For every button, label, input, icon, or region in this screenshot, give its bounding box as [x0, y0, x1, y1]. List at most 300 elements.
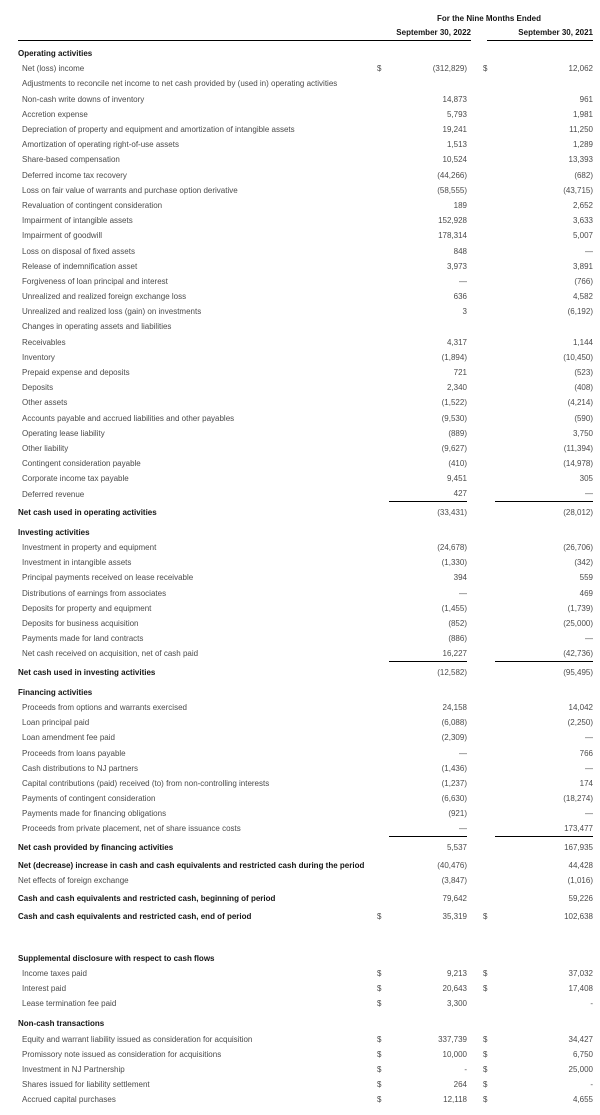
dollar-sign-2022 — [377, 505, 389, 520]
dollar-sign-2021 — [483, 715, 495, 730]
table-row — [0, 183, 600, 198]
value-2021: - — [590, 1080, 593, 1090]
row-label: Promissory note issued as consideration for acquisitions — [22, 1049, 222, 1059]
table-row — [0, 365, 600, 380]
dollar-sign-2021 — [483, 685, 495, 700]
row-label: Investment in property and equipment — [22, 543, 157, 553]
dollar-sign-2021 — [483, 616, 495, 631]
value-2021: 34,427 — [568, 1034, 593, 1044]
dollar-sign-2021: $ — [483, 1049, 488, 1059]
dollar-sign-2022 — [377, 555, 389, 570]
table-row — [0, 122, 600, 137]
spacer — [467, 776, 483, 791]
row-label: Net (decrease) increase in cash and cash equivalents and restricted cash during the period — [18, 860, 365, 870]
dollar-sign-2022: $ — [377, 999, 382, 1009]
row-label: Deferred income tax recovery — [22, 170, 127, 180]
value-2021: (2,250) — [567, 718, 593, 728]
table-row — [0, 76, 600, 91]
spacer — [467, 791, 483, 806]
row-label: Accretion expense — [22, 109, 88, 119]
value-2022: 35,319 — [442, 912, 467, 922]
dollar-sign-2022 — [377, 380, 389, 395]
table-row — [0, 601, 600, 616]
row-label: Payments made for financing obligations — [22, 809, 167, 819]
row-label: Net effects of foreign exchange — [18, 876, 129, 886]
value-2021: 167,935 — [564, 842, 593, 852]
table-row — [0, 198, 600, 213]
value-2021: 305 — [579, 474, 593, 484]
value-2022: (44,266) — [437, 170, 467, 180]
value-2022: 178,314 — [438, 231, 467, 241]
dollar-sign-2021 — [483, 776, 495, 791]
row-label: Changes in operating assets and liabilities — [22, 322, 172, 332]
value-2022: 19,241 — [442, 125, 467, 135]
row-label: Deposits — [22, 383, 54, 393]
spacer — [467, 426, 483, 441]
table-row — [0, 441, 600, 456]
value-2022: (921) — [448, 809, 467, 819]
row-label: Proceeds from private placement, net of share issuance costs — [22, 824, 241, 834]
dollar-sign-2021 — [483, 426, 495, 441]
table-row — [0, 616, 600, 631]
row-label: Adjustments to reconcile net income to net cash provided by (used in) operating activities — [22, 79, 338, 89]
spacer — [467, 411, 483, 426]
value-2021: 37,032 — [568, 968, 593, 978]
value-2021: 766 — [579, 748, 593, 758]
table-row — [0, 152, 600, 167]
row-label: Loss on fair value of warrants and purchase option derivative — [22, 185, 238, 195]
value-2022: 10,524 — [442, 155, 467, 165]
table-row — [0, 873, 600, 888]
dollar-sign-2021 — [483, 289, 495, 304]
spacer — [467, 289, 483, 304]
table-row — [0, 46, 600, 61]
table-row — [0, 730, 600, 745]
spacer — [467, 1092, 483, 1107]
spacer — [467, 1016, 483, 1031]
value-2022: - — [464, 1064, 467, 1074]
spacer — [467, 715, 483, 730]
value-2022: 394 — [453, 573, 467, 583]
value-2022: 4,317 — [446, 337, 467, 347]
dollar-sign-2022 — [377, 570, 389, 585]
value-2022: (33,431) — [437, 507, 467, 517]
spacer — [467, 319, 483, 334]
spacer — [467, 228, 483, 243]
dollar-sign-2021 — [483, 951, 495, 966]
statement-header — [0, 0, 600, 41]
value-2022: 848 — [453, 246, 467, 256]
spacer — [467, 107, 483, 122]
dollar-sign-2022 — [377, 426, 389, 441]
dollar-sign-2021 — [483, 525, 495, 540]
row-label: Proceeds from options and warrants exercised — [22, 702, 187, 712]
value-2021: (4,214) — [567, 398, 593, 408]
spacer — [467, 631, 483, 646]
dollar-sign-2022 — [377, 586, 389, 601]
dollar-sign-2021 — [483, 304, 495, 319]
dollar-sign-2021 — [483, 198, 495, 213]
spacer — [471, 40, 487, 41]
dollar-sign-2021 — [483, 540, 495, 555]
row-label: Impairment of intangible assets — [22, 216, 133, 226]
dollar-sign-2021 — [483, 411, 495, 426]
value-2022: (1,894) — [441, 352, 467, 362]
value-2022: 10,000 — [442, 1049, 467, 1059]
dollar-sign-2022: $ — [377, 1049, 382, 1059]
value-2021: (523) — [574, 368, 593, 378]
value-2022: (410) — [448, 459, 467, 469]
value-2022: 721 — [453, 368, 467, 378]
dollar-sign-2022 — [377, 646, 389, 661]
dollar-sign-2021 — [483, 646, 495, 661]
table-row — [0, 1047, 600, 1062]
dollar-sign-2022 — [377, 616, 389, 631]
value-2022: (312,829) — [432, 64, 467, 74]
value-2021: 59,226 — [568, 894, 593, 904]
table-row — [0, 319, 600, 334]
spacer — [467, 1047, 483, 1062]
value-2022: 79,642 — [442, 894, 467, 904]
row-label: Net cash used in operating activities — [18, 507, 157, 517]
row-label: Interest paid — [22, 983, 67, 993]
row-label: Net cash used in investing activities — [18, 667, 156, 677]
table-row — [0, 909, 600, 924]
table-row — [0, 213, 600, 228]
table-row — [0, 646, 600, 661]
value-2022: 20,643 — [442, 983, 467, 993]
table-row — [0, 1092, 600, 1107]
spacer — [467, 685, 483, 700]
value-2022 — [389, 319, 467, 334]
value-2022: 1,513 — [446, 140, 467, 150]
row-label: Investment in intangible assets — [22, 558, 132, 568]
table-row — [0, 471, 600, 486]
dollar-sign-2021: $ — [483, 1095, 488, 1105]
value-2022 — [389, 525, 467, 540]
row-label: Non-cash write downs of inventory — [22, 94, 145, 104]
dollar-sign-2021 — [483, 745, 495, 760]
spacer — [467, 821, 483, 836]
value-2022: (2,309) — [441, 733, 467, 743]
dollar-sign-2022 — [377, 858, 389, 873]
value-2022: (1,237) — [441, 778, 467, 788]
dollar-sign-2022 — [377, 274, 389, 289]
value-2022: — — [459, 276, 467, 286]
dollar-sign-2021 — [483, 168, 495, 183]
dollar-sign-2021 — [483, 555, 495, 570]
dollar-sign-2021 — [483, 791, 495, 806]
table-row — [0, 168, 600, 183]
dollar-sign-2021: $ — [483, 912, 488, 922]
dollar-sign-2022 — [377, 319, 389, 334]
spacer — [467, 951, 483, 966]
dollar-sign-2022 — [377, 456, 389, 471]
dollar-sign-2022 — [377, 411, 389, 426]
value-2021: (25,000) — [563, 619, 593, 629]
value-2021: 173,477 — [495, 821, 593, 837]
spacer — [467, 806, 483, 821]
dollar-sign-2021 — [483, 858, 495, 873]
spacer — [467, 665, 483, 680]
table-row — [0, 1077, 600, 1092]
table-row — [0, 631, 600, 646]
value-2021: 12,062 — [568, 64, 593, 74]
dollar-sign-2021 — [483, 505, 495, 520]
value-2021: 6,750 — [572, 1049, 593, 1059]
dollar-sign-2022 — [377, 1016, 389, 1031]
row-label: Cash and cash equivalents and restricted cash, beginning of period — [18, 894, 276, 904]
value-2022: 5,537 — [446, 842, 467, 852]
spacer — [467, 745, 483, 760]
row-label: Accrued capital purchases — [22, 1095, 116, 1105]
value-2022: (9,627) — [441, 443, 467, 453]
value-2022: (3,847) — [441, 876, 467, 886]
spacer — [467, 570, 483, 585]
value-2021: — — [495, 486, 593, 502]
value-2021: 17,408 — [568, 983, 593, 993]
value-2021: (1,016) — [567, 876, 593, 886]
row-label: Non-cash transactions — [18, 1019, 105, 1029]
dollar-sign-2022: $ — [377, 1095, 382, 1105]
value-2021: 1,144 — [572, 337, 593, 347]
dollar-sign-2021 — [483, 730, 495, 745]
value-2022: 636 — [453, 292, 467, 302]
table-row — [0, 821, 600, 836]
spacer — [467, 996, 483, 1011]
dollar-sign-2021 — [483, 365, 495, 380]
value-2021 — [495, 319, 593, 334]
row-label: Operating activities — [18, 49, 93, 59]
table-row — [0, 486, 600, 501]
row-label: Loan principal paid — [22, 718, 90, 728]
value-2022: (1,455) — [441, 603, 467, 613]
value-2021: 469 — [579, 588, 593, 598]
spacer — [467, 1077, 483, 1092]
dollar-sign-2021 — [483, 335, 495, 350]
row-label: Supplemental disclosure with respect to cash flows — [18, 953, 215, 963]
value-2022: — — [389, 821, 467, 837]
value-2022: 2,340 — [446, 383, 467, 393]
value-2021: — — [585, 634, 593, 644]
row-label: Income taxes paid — [22, 968, 87, 978]
spacer — [467, 486, 483, 501]
dollar-sign-2022 — [377, 776, 389, 791]
dollar-sign-2021 — [483, 631, 495, 646]
spacer — [471, 28, 487, 37]
value-2022: 5,793 — [446, 109, 467, 119]
table-row — [0, 304, 600, 319]
header-rule-right — [487, 40, 593, 41]
row-label: Forgiveness of loan principal and interest — [22, 276, 168, 286]
value-2022: 427 — [389, 486, 467, 502]
dollar-sign-2022 — [377, 198, 389, 213]
dollar-sign-2022 — [377, 107, 389, 122]
dollar-sign-2021 — [483, 137, 495, 152]
value-2022 — [389, 685, 467, 700]
table-row — [0, 745, 600, 760]
value-2021: 44,428 — [568, 860, 593, 870]
dollar-sign-2021 — [483, 873, 495, 888]
dollar-sign-2022 — [377, 685, 389, 700]
dollar-sign-2021 — [483, 471, 495, 486]
dollar-sign-2021: $ — [483, 1064, 488, 1074]
table-row — [0, 137, 600, 152]
row-label: Release of indemnification asset — [22, 261, 138, 271]
dollar-sign-2022 — [377, 122, 389, 137]
spacer — [467, 335, 483, 350]
row-label: Net cash received on acquisition, net of cash paid — [22, 649, 199, 659]
dollar-sign-2022 — [377, 540, 389, 555]
value-2021: (95,495) — [563, 667, 593, 677]
dollar-sign-2022 — [377, 791, 389, 806]
table-row — [0, 981, 600, 996]
value-2022 — [389, 76, 467, 91]
value-2021: (11,394) — [563, 443, 593, 453]
row-label: Receivables — [22, 337, 66, 347]
table-row — [0, 107, 600, 122]
row-label: Other liability — [22, 443, 69, 453]
table-row — [0, 685, 600, 700]
value-2021: — — [585, 246, 593, 256]
dollar-sign-2021: $ — [483, 1034, 488, 1044]
value-2021: (766) — [574, 276, 593, 286]
value-2021: (682) — [574, 170, 593, 180]
value-2022: — — [459, 748, 467, 758]
value-2021: 4,655 — [572, 1095, 593, 1105]
value-2022: (6,630) — [441, 794, 467, 804]
value-2021 — [495, 1016, 593, 1031]
value-2022: 3,973 — [446, 261, 467, 271]
row-label: Net cash provided by financing activities — [18, 842, 174, 852]
dollar-sign-2021 — [483, 152, 495, 167]
row-label: Revaluation of contingent consideration — [22, 200, 163, 210]
dollar-sign-2021 — [483, 92, 495, 107]
spacer — [467, 1062, 483, 1077]
value-2021 — [495, 951, 593, 966]
dollar-sign-2022 — [377, 228, 389, 243]
dollar-sign-2022 — [377, 806, 389, 821]
dollar-sign-2022 — [377, 168, 389, 183]
table-row — [0, 380, 600, 395]
dollar-sign-2022 — [377, 395, 389, 410]
value-2022: (886) — [448, 634, 467, 644]
header-rule — [0, 40, 600, 41]
spacer — [467, 761, 483, 776]
spacer — [467, 646, 483, 661]
value-2022: 152,928 — [438, 216, 467, 226]
value-2021: 2,652 — [572, 200, 593, 210]
value-2021: — — [585, 809, 593, 819]
dollar-sign-2021 — [483, 350, 495, 365]
dollar-sign-2022 — [377, 631, 389, 646]
spacer — [467, 61, 483, 76]
spacer — [467, 274, 483, 289]
dollar-sign-2022 — [377, 259, 389, 274]
spacer — [467, 243, 483, 258]
row-label: Capital contributions (paid) received (to) from non-controlling interests — [22, 778, 270, 788]
spacer — [467, 395, 483, 410]
row-label: Loss on disposal of fixed assets — [22, 246, 135, 256]
dollar-sign-2022 — [377, 821, 389, 836]
table-row — [0, 700, 600, 715]
row-label: Payments of contingent consideration — [22, 794, 156, 804]
spacer — [467, 137, 483, 152]
table-row — [0, 456, 600, 471]
value-2021: 14,042 — [568, 702, 593, 712]
dollar-sign-2022 — [377, 441, 389, 456]
value-2022: (1,436) — [441, 763, 467, 773]
value-2021: (28,012) — [563, 507, 593, 517]
table-row — [0, 228, 600, 243]
spacer — [467, 122, 483, 137]
value-2022: 12,118 — [443, 1095, 467, 1105]
spacer — [467, 380, 483, 395]
value-2022: (1,522) — [441, 398, 467, 408]
dollar-sign-2021 — [483, 183, 495, 198]
table-row — [0, 350, 600, 365]
spacer — [467, 616, 483, 631]
table-row — [0, 891, 600, 906]
spacer — [467, 441, 483, 456]
value-2021: (26,706) — [563, 543, 593, 553]
dollar-sign-2021 — [483, 456, 495, 471]
spacer — [467, 981, 483, 996]
value-2022: 189 — [453, 200, 467, 210]
row-label: Deferred revenue — [22, 489, 85, 499]
table-row — [0, 761, 600, 776]
dollar-sign-2022 — [377, 183, 389, 198]
value-2021: (43,715) — [563, 185, 593, 195]
value-2022: 264 — [453, 1080, 467, 1090]
dollar-sign-2021 — [483, 122, 495, 137]
value-2021: (6,192) — [567, 307, 593, 317]
value-2021 — [495, 685, 593, 700]
dollar-sign-2021 — [483, 761, 495, 776]
table-row — [0, 840, 600, 855]
spacer — [467, 601, 483, 616]
dollar-sign-2022 — [377, 525, 389, 540]
dollar-sign-2022 — [377, 213, 389, 228]
dollar-sign-2021 — [483, 996, 495, 1011]
row-label: Corporate income tax payable — [22, 474, 129, 484]
dollar-sign-2022 — [377, 92, 389, 107]
dollar-sign-2021 — [483, 821, 495, 836]
spacer — [467, 198, 483, 213]
value-2021 — [495, 525, 593, 540]
dollar-sign-2021 — [483, 107, 495, 122]
dollar-sign-2021 — [483, 601, 495, 616]
value-2021: 1,289 — [572, 140, 593, 150]
value-2022: 9,213 — [446, 968, 467, 978]
spacer — [467, 92, 483, 107]
dollar-sign-2021 — [483, 441, 495, 456]
table-row — [0, 555, 600, 570]
spacer — [467, 304, 483, 319]
spacer — [467, 555, 483, 570]
table-row — [0, 1062, 600, 1077]
table-row — [0, 426, 600, 441]
table-row — [0, 61, 600, 76]
dollar-sign-2021 — [483, 840, 495, 855]
table-row — [0, 806, 600, 821]
dollar-sign-2022 — [377, 152, 389, 167]
value-2021: 4,582 — [572, 292, 593, 302]
table-row — [0, 570, 600, 585]
value-2021: (1,739) — [567, 603, 593, 613]
table-row — [0, 274, 600, 289]
spacer — [467, 891, 483, 906]
